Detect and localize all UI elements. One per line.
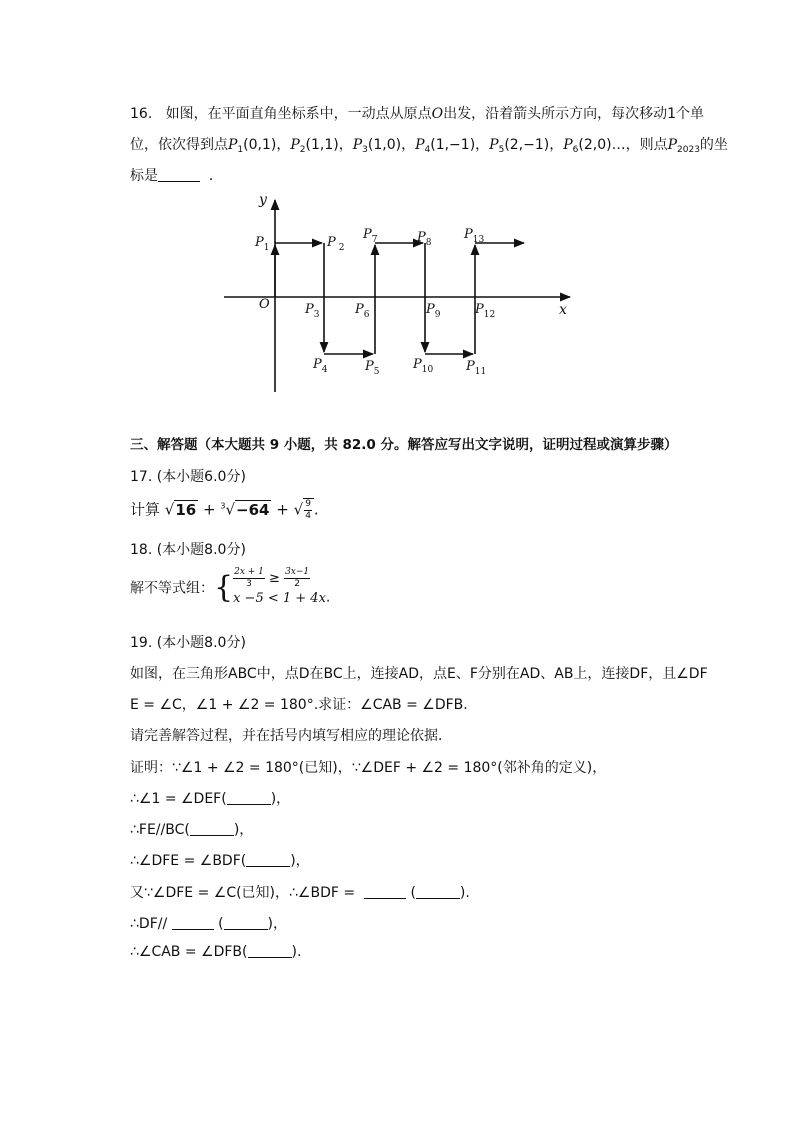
q19-proof-line3: ∴FE//BC( )，: [130, 822, 254, 838]
q19-proof-line7: ∴∠CAB = ∠DFB( ).: [130, 944, 302, 960]
point-label-p9: $P_9$: [426, 302, 441, 320]
point-label-p10: $P_{10}$: [413, 357, 434, 375]
reason-blank-3[interactable]: [246, 854, 290, 867]
origin-label: O: [259, 297, 270, 312]
reason-blank-5[interactable]: [224, 917, 268, 930]
q16-line2: 位，依次得到点$P_1(0,1)$，$P_2(1,1)$，$P_3(1,0)$，$P_4(1,-1)$，$P_5(2,-1)$，$P_6(2,0)\dots$，则点$P_{2023}$的坐: [130, 137, 728, 155]
point-label-p5: $P_5$: [365, 359, 380, 377]
y-axis-label: y: [259, 192, 267, 208]
q19-proof-line5: 又∵∠DFE = ∠C(已知)，∴∠BDF = ( ).: [130, 885, 470, 901]
answer-blank[interactable]: [158, 169, 200, 182]
reason-blank-4[interactable]: [416, 886, 460, 899]
q19-line3: 请完善解答过程，并在括号内填写相应的理论依据．: [130, 728, 452, 744]
q19-proof-line6: ∴DF// ( )，: [130, 916, 288, 932]
point-label-p8: $P_8$: [417, 230, 432, 248]
point-label-p6: $P_6$: [355, 302, 370, 320]
answer-blank-line[interactable]: [172, 917, 214, 930]
point-label-p2: P $_2$: [327, 235, 345, 253]
point-label-p1: $P_1$: [255, 235, 270, 253]
q19-header: 19. (本小题8.0分): [130, 635, 246, 651]
reason-blank-1[interactable]: [227, 792, 271, 805]
q18-header: 18. (本小题8.0分): [130, 542, 246, 558]
section-3-heading: 三、解答题（本大题共 9 小题，共 82.0 分。解答应写出文字说明，证明过程或演算步骤）: [130, 437, 678, 453]
point-label-p3: $P_3$: [305, 302, 320, 320]
q17-header: 17. (本小题6.0分): [130, 469, 246, 485]
x-axis-label: x: [559, 302, 567, 318]
point-label-p11: $P_{11}$: [466, 359, 487, 377]
q16-line3: 标是 ．: [130, 168, 223, 184]
reason-blank-6[interactable]: [248, 945, 292, 958]
q17-expression: 计算 √16 + $^3$√−64 + √ $\frac{9}{4}$ .: [130, 499, 319, 521]
q19-line2: E = ∠C，∠1 + ∠2 = 180°.求证：∠CAB = ∠DFB.: [130, 697, 468, 713]
point-label-p7: $P_7$: [363, 227, 378, 245]
q19-line1: 如图，在三角形ABC中，点D在BC上，连接AD，点E、F分别在AD、AB上，连接DF，且∠DF: [130, 666, 708, 682]
q16-line1: 16. 如图，在平面直角坐标系中，一动点从原点O出发，沿着箭头所示方向，每次移动1个单: [130, 106, 705, 122]
point-label-p13: $P_{13}$: [464, 227, 485, 245]
point-label-p12: $P_{12}$: [475, 302, 496, 320]
q16-number: 16.: [130, 106, 153, 122]
point-label-p4: $P_4$: [313, 357, 328, 375]
reason-blank-2[interactable]: [190, 823, 234, 836]
q19-proof-line4: ∴∠DFE = ∠BDF( )，: [130, 853, 310, 869]
q19-proof-line1: 证明：∵∠1 + ∠2 = 180°(已知)，∵∠DEF + ∠2 = 180°(邻补角的定义)，: [130, 760, 607, 776]
answer-blank-angle[interactable]: [364, 886, 406, 899]
q18-inequality-system: 解不等式组：{ $\frac{2x + 1}{3}$ ≥ $\frac{3x-1}{2}$ x −5 < 1 + 4x .: [130, 567, 331, 606]
q19-proof-line2: ∴∠1 = ∠DEF( )，: [130, 791, 291, 807]
